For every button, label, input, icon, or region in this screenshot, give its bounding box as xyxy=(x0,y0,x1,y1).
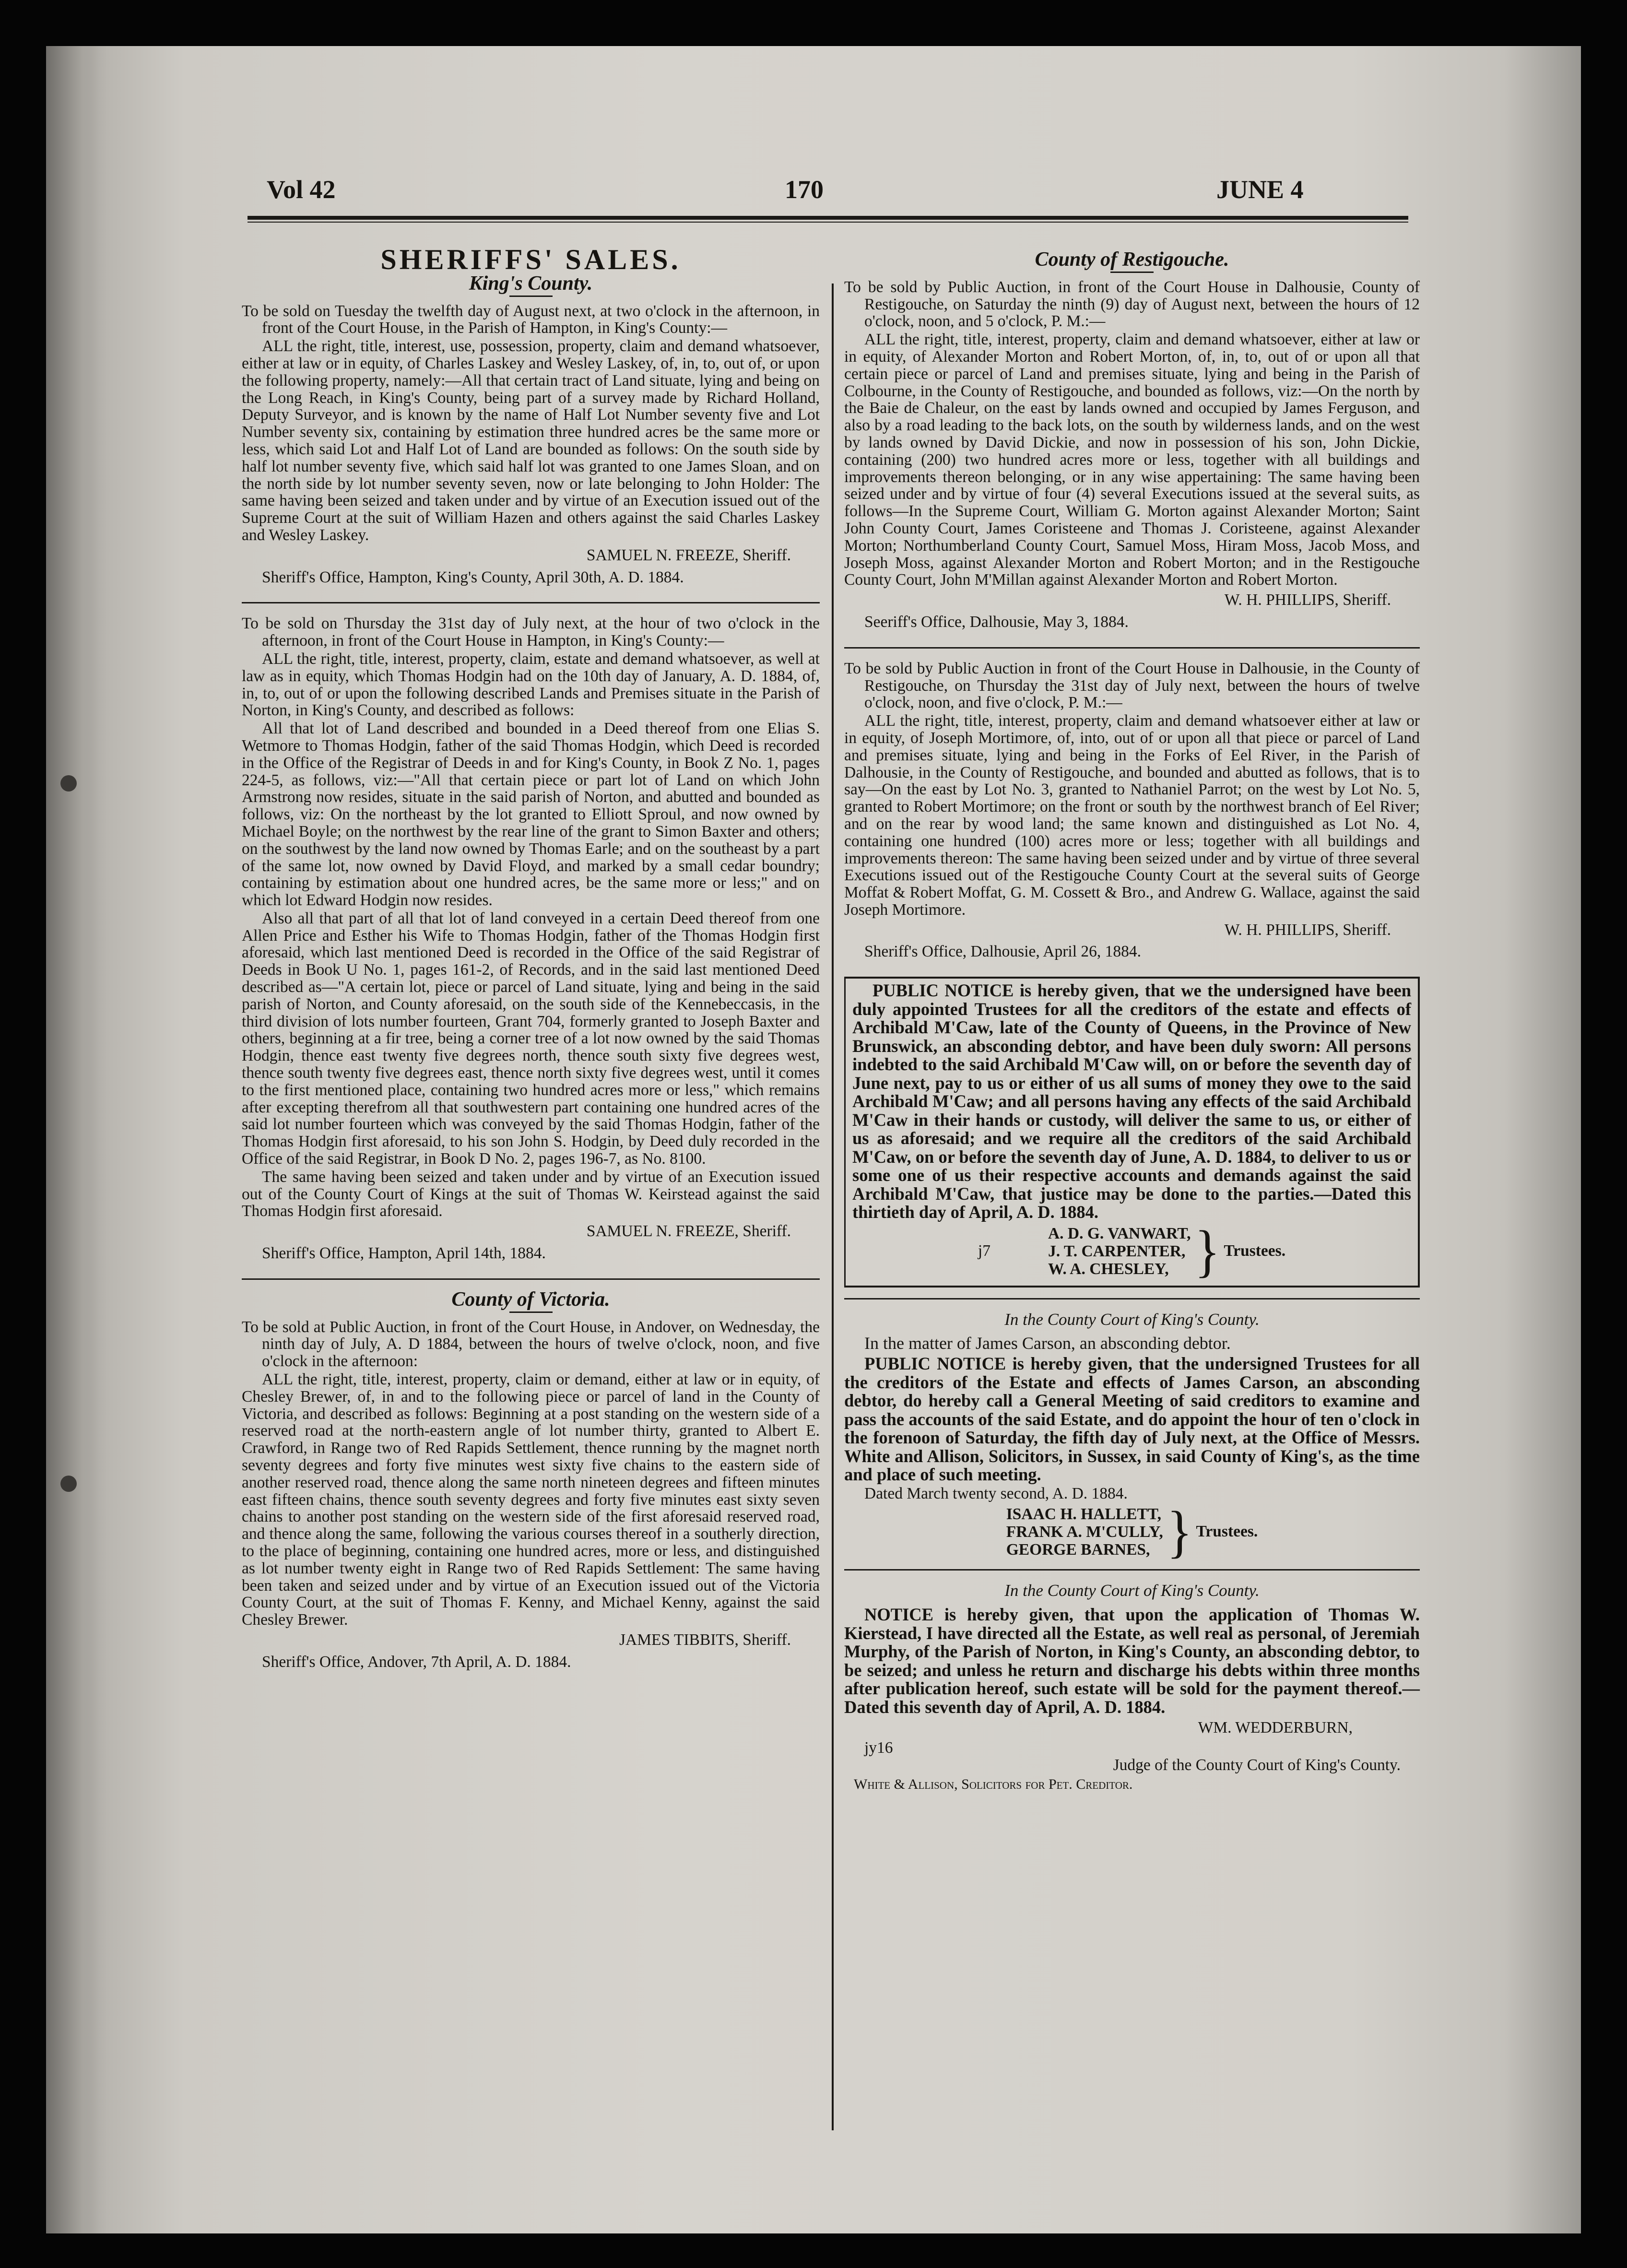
right-column xyxy=(844,248,1420,1795)
sale-intro: To be sold by Public Auction, in front of the Court House in Dalhousie, County of Restigouche, on Saturday the ninth (9) day of August next, between the hours of 12 o'clock, noon, and 5 o'clock, P. M.:— xyxy=(844,278,1420,331)
page-number: 170 xyxy=(785,175,824,204)
header-rule xyxy=(248,216,1408,220)
sale-body: ALL the right, title, interest, use, possession, property, claim and demand whatsoever, either at law or in equity, of Charles Laskey and Wesley Laskey, of, in, to, out of, or upon the following property, namely:—All that certain tract of Land situate, lying and being on the Long Reach, in King's County, being part of a survey made by Richard Holland, Deputy Surveyor, and is known by the name of Half Lot Number seventy five and Lot Number seventy six, containing by estimation three hundred acres be the same more or less, which said Lot and Half Lot of Land are bounded as follows: On the south side by half lot number seventy five, which said half lot was granted to one James Sloan, and on the north side by lot number seventy seven, now or late belonging to John Holder: The same having been seized and taken under and by virtue of an Execution issued out of the Supreme Court at the suit of William Hazen and others against the said Charles Laskey and Wesley Laskey. xyxy=(242,337,820,544)
trustee-block xyxy=(844,1500,1420,1564)
sale-body: ALL the right, title, interest, property, claim or demand, either at law or in equity, of Chesley Brewer, of, in and to the following piece or parcel of land in the County of Victoria, and described as follows: Beginning at a post standing on the western side of a reserved road at the north-eastern angle of lot number thirty, granted to Albert E. Crawford, in Range two of Red Rapids Settlement, thence running by the magnet north seventy degrees and forty five minutes west sixty five chains to the eastern side of another reserved road, thence along the same north nineteen degrees and fifteen minutes east fifteen chains, thence south seventy degrees and forty five minutes east sixty seven chains to another post standing on the western side of the first aforesaid reserved road, and thence along the same, following the various courses thereof in a southerly direction, to the place of beginning, containing one hundred acres, more or less, and distinguished as lot number twenty eight in Range two of Red Rapids Settlement: The same having been taken and seized under and by virtue of an Execution issued out of the Victoria County Court, at the suit of Thomas F. Kenny, and Michael Kenny, against the said Chesley Brewer. xyxy=(242,1370,820,1629)
separator xyxy=(242,1278,820,1280)
trustee-names xyxy=(1048,1225,1191,1278)
trustees-label: Trustees. xyxy=(1224,1242,1286,1260)
trustee-name: ISAAC H. HALLETT, xyxy=(1006,1505,1162,1523)
binding-hole xyxy=(60,775,77,791)
victoria-county-heading: County of Victoria. xyxy=(451,1288,610,1311)
public-notice-text: PUBLIC NOTICE is hereby given, that we the undersigned have been duly appointed Trustees for all the creditors of the estate and effects of Archibald M'Caw, late of the County of Queens, in the Province of New Brunswick, an absconding debtor, and have been duly sworn: All persons indebted to the said Archibald M'Caw will, on or before the seventh day of June next, pay to us or either of us all sums of money they owe to the said Archibald M'Caw; and all persons having any effects of the said Archibald M'Caw in their hands or custody, will deliver the same to us, or either of us as aforesaid; and we require all the creditors of the said Archibald M'Caw, on or before the seventh day of June, A. D. 1884, to deliver to us or some one of us their respective accounts and demands against the said Archibald M'Caw, that justice may be done to the parties.—Dated this thirtieth day of April, A. D. 1884. xyxy=(852,980,1411,1222)
trustee-name: J. T. CARPENTER, xyxy=(1048,1242,1186,1260)
notice-text: NOTICE is hereby given, that upon the application of Thomas W. Kierstead, I have directed all the Estate, as well real as personal, of Jeremiah Murphy, of the Parish of Norton, in King's County, an absconding debtor, to be seized; and unless he return and discharge his debts within three months after publication hereof, such estate will be sold for the payment thereof.—Dated this seventh day of April, A. D. 1884. xyxy=(844,1605,1420,1717)
sale-body: Also all that part of all that lot of land conveyed in a certain Deed thereof from one Allen Price and Esther his Wife to Thomas Hodgin, father of the Thomas Hodgin first aforesaid, which last mentioned Deed is recorded in the Office of the said Registrar of Deeds in Book U No. 1, pages 161-2, of Records, and in the said last mentioned Deed described as—"A certain lot, piece or parcel of Land situate, lying and being in the said parish of Norton, and County aforesaid, on the south side of the Kennebeccasis, in the third division of lots number fourteen, Grant 704, formerly granted to Joseph Baxter and others, beginning at a fir tree, being a corner tree of a lot now owned by the said Thomas Hodgin, thence east twenty five degrees north, thence south sixty five degrees west, thence south twenty five degrees east, thence north sixty five degrees west, until it comes to the first mentioned place, containing two hundred acres more or less," which remains after excepting therefrom all that southwestern part containing one hundred acres of the said lot number fourteen which was conveyed by the said Thomas Hodgin, father of the Thomas Hodgin first aforesaid, to his son John S. Hodgin, by Deed duly recorded in the Office of the said Registrar, in Book D No. 2, pages 196-7, as No. 8100. xyxy=(242,909,820,1168)
sheriff-signature: JAMES TIBBITS, Sheriff. xyxy=(619,1630,791,1649)
judge-title: Judge of the County Court of King's County. xyxy=(1113,1756,1401,1774)
column-divider xyxy=(832,284,834,2130)
sale-body: ALL the right, title, interest, property, claim, estate and demand whatsoever, as well at law as in equity, which Thomas Hodgin had on the 10th day of January, A. D. 1884, of, in, to, out of or upon the following described Lands and Premises situate in the Parish of Norton, in King's County, and described as follows: xyxy=(242,650,820,720)
sale-intro: To be sold on Thursday the 31st day of July next, at the hour of two o'clock in the afternoon, in front of the Court House in Hampton, in King's County:— xyxy=(242,614,820,650)
solicitors-line: White & Allison, Solicitors for Pet. Creditor. xyxy=(854,1776,1133,1792)
short-rule xyxy=(509,295,553,297)
binding-spine xyxy=(46,46,99,2233)
sheriff-signature: SAMUEL N. FREEZE, Sheriff. xyxy=(586,546,791,564)
binding-hole xyxy=(60,1476,77,1492)
sheriff-signature: SAMUEL N. FREEZE, Sheriff. xyxy=(586,1222,791,1240)
sale-body: ALL the right, title, interest, property, claim and demand whatsoever, either at law or in equity, of Alexander Morton and Robert Morton, of, in, to, out of or upon all that certain piece or parcel of Land and premises situate, lying and being in the Parish of Colbourne, in the County of Restigouche, and bounded as follows, viz:—On the north by the Baie de Chaleur, on the east by lands owned and occupied by James Ferguson, and also by a road leading to the back lots, on the south by wilderness lands, and on the west by lands owned by David Dickie, and now in possession of his son, John Dickie, containing (200) two hundred acres more or less, together with all buildings and improvements thereon belonging, or in any wise appertaining: The same having been seized under and by virtue of four (4) several Executions issued at the several suits, as follows—In the Supreme Court, William G. Morton against Alexander Morton; Saint John County Court, James Coristeene and Thomas J. Coristeene, against Alexander Morton; Northumberland County Court, Samuel Moss, Hiram Moss, Jacob Moss, and Joseph Moss, against Alexander Morton and Robert Morton; and in the Restigouche County Court, John M'Millan against Alexander Morton and Robert Morton. xyxy=(844,331,1420,589)
trustee-names xyxy=(1006,1505,1163,1559)
sheriff-signature: W. H. PHILLIPS, Sheriff. xyxy=(1224,591,1391,609)
sale-body: ALL the right, title, interest, property, claim and demand whatsoever either at law or in equity, of Joseph Mortimore, of, into, out of or upon all that piece or parcel of Land and premises situate, lying and being in the Forks of Eel River, in the Parish of Dalhousie, in the County of Restigouche, and bounded and abutted as follows, that is to say—On the east by Lot No. 3, granted to Nathaniel Parrot; on the west by Lot No. 5, granted to Robert Mortimore; on the front or south by the northwest branch of Eel River; and on the rear by wood land; the same known and distinguished as Lot No. 4, containing one hundred (100) acres more or less; together with all buildings and improvements thereon: The same having been seized under and by virtue of three several Executions issued out of the Restigouche County Court at the several suits of George Moffat & Robert Moffat, G. M. Cossett & Bro., and Andrew G. Wallace, against the said Joseph Mortimore. xyxy=(844,712,1420,919)
newspaper-page xyxy=(46,46,1581,2233)
sale-intro: To be sold on Tuesday the twelfth day of August next, at two o'clock in the afternoon, in front of the Court House, in the Parish of Hampton, in King's County:— xyxy=(242,302,820,337)
left-column xyxy=(242,244,820,1687)
short-rule xyxy=(1110,272,1154,273)
separator xyxy=(844,647,1420,649)
separator xyxy=(242,602,820,603)
separator xyxy=(844,1298,1420,1299)
sheriff-office: Sheriff's Office, Hampton, King's County, April 30th, A. D. 1884. xyxy=(262,568,684,586)
trustee-name: W. A. CHESLEY, xyxy=(1048,1260,1169,1278)
issue-date: JUNE 4 xyxy=(1216,175,1304,204)
sheriff-office: Sheriff's Office, Dalhousie, April 26, 1884. xyxy=(864,943,1142,961)
volume-label: Vol 42 xyxy=(267,175,336,204)
short-rule xyxy=(509,1311,553,1313)
notice-code: j7 xyxy=(978,1242,990,1260)
sheriff-signature: W. H. PHILLIPS, Sheriff. xyxy=(1224,921,1391,939)
public-notice-text: PUBLIC NOTICE is hereby given, that the undersigned Trustees for all the creditors of the Estate and effects of James Carson, an absconding debtor, do hereby call a General Meeting of said creditors to examine and pass the accounts of the said Estate, and do appoint the hour of ten o'clock in the forenoon of Saturday, the fifth day of July next, at the Office of Messrs. White and Allison, Solicitors, in Sussex, in said County of King's, as the time and place of such meeting. xyxy=(844,1354,1420,1485)
sale-body: All that lot of Land described and bounded in a Deed thereof from one Elias S. Wetmore to Thomas Hodgin, father of the said Thomas Hodgin, which Deed is recorded in the Office of the Registrar of Deeds in and for King's County, in Book Z No. 1, pages 224-5, as follows, viz:—"All that certain piece or part lot of Land on which John Armstrong now resides, situate in the said parish of Norton, and abutted and bounded as follows, viz: On the northeast by the lot granted to Elliott Sproul, and now owned by Michael Boyle; on the northwest by the rear line of the grant to Simon Baxter and others; on the southwest by the land now owned by Thomas Earle; and on the southeast by a part of the same lot, now owned by David Floyd, and marked by a small cedar boundry; containing by estimation about one hundred acres, be the same more or less;" and on which lot Edward Hodgin now resides. xyxy=(242,720,820,910)
trustee-name: FRANK A. M'CULLY, xyxy=(1006,1523,1163,1541)
court-heading: In the County Court of King's County. xyxy=(1004,1310,1260,1329)
sale-intro: To be sold by Public Auction in front of the Court House in Dalhousie, in the County of Restigouche, on Thursday the 31st day of July next, between the hours of twelve o'clock, noon, and five o'clock, P. M.:— xyxy=(844,659,1420,712)
sale-body: The same having been seized and taken under and by virtue of an Execution issued out of the County Court of Kings at the suit of Thomas W. Keirstead against the said Thomas Hodgin first aforesaid. xyxy=(242,1168,820,1220)
judge-signature: WM. WEDDERBURN, xyxy=(1198,1719,1353,1737)
brace-glyph: } xyxy=(1194,1219,1220,1284)
matter-line: In the matter of James Carson, an absconding debtor. xyxy=(864,1333,1231,1353)
header-rule-thin xyxy=(248,222,1408,223)
trustee-block xyxy=(852,1219,1411,1284)
notice-date: Dated March twenty second, A. D. 1884. xyxy=(864,1484,1128,1502)
sheriff-office: Sheriff's Office, Andover, 7th April, A. D. 1884. xyxy=(262,1653,571,1671)
sale-intro: To be sold at Public Auction, in front of the Court House, in Andover, on Wednesday, the ninth day of July, A. D 1884, between the hours of twelve o'clock, noon, and five o'clock in the afternoon: xyxy=(242,1318,820,1370)
brace-glyph: } xyxy=(1167,1500,1192,1564)
trustees-label: Trustees. xyxy=(1196,1523,1258,1541)
trustee-name: A. D. G. VANWART, xyxy=(1048,1224,1191,1242)
restigouche-heading: County of Restigouche. xyxy=(1035,248,1229,271)
separator xyxy=(844,1569,1420,1571)
court-heading: In the County Court of King's County. xyxy=(1004,1581,1260,1600)
trustee-name: GEORGE BARNES, xyxy=(1006,1540,1150,1559)
sheriff-office: Sheriff's Office, Hampton, April 14th, 1884. xyxy=(262,1244,546,1263)
sheriff-office: Seeriff's Office, Dalhousie, May 3, 1884. xyxy=(864,613,1129,631)
section-title: SHERIFFS' SALES. xyxy=(380,244,681,275)
kings-county-heading: King's County. xyxy=(469,272,593,295)
trustee-notice-box xyxy=(844,977,1420,1288)
notice-code: jy16 xyxy=(864,1739,893,1757)
